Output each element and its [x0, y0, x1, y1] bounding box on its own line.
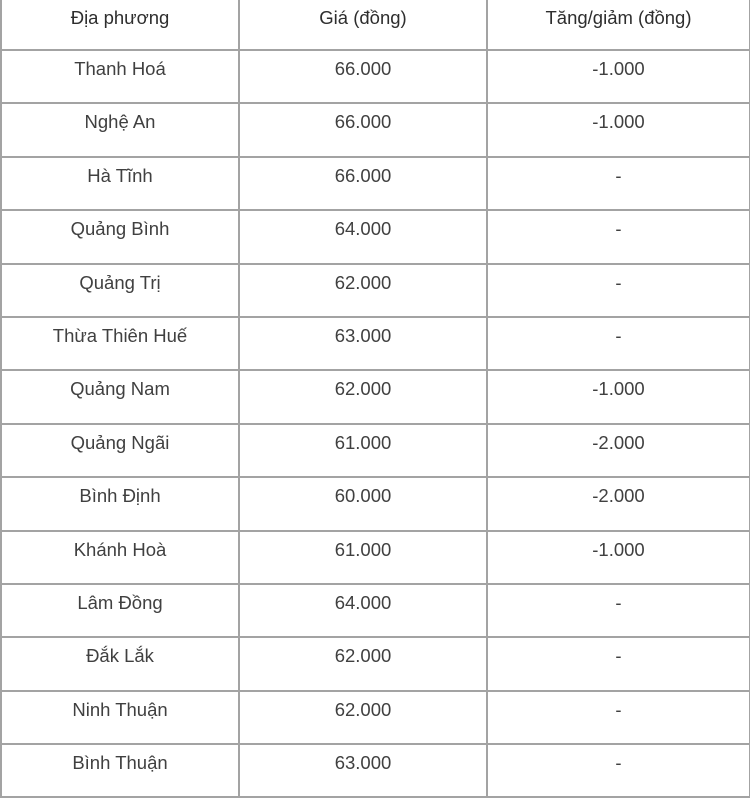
- table-row: [1, 637, 750, 690]
- table-row: [1, 477, 750, 530]
- cell-change: -1.000: [487, 531, 750, 584]
- column-header-change: Tăng/giảm (đồng): [487, 0, 750, 50]
- cell-region: Thanh Hoá: [1, 50, 239, 103]
- cell-price: 62.000: [239, 691, 487, 744]
- table-row: [1, 264, 750, 317]
- table-row: [1, 531, 750, 584]
- cell-region: Đắk Lắk: [1, 637, 239, 690]
- cell-change: -: [487, 157, 750, 210]
- cell-price: 61.000: [239, 531, 487, 584]
- cell-price: 66.000: [239, 157, 487, 210]
- table-header-row: [1, 0, 750, 50]
- table-row: [1, 157, 750, 210]
- cell-price: 63.000: [239, 317, 487, 370]
- table-row: [1, 370, 750, 423]
- cell-change: -: [487, 744, 750, 797]
- cell-change: -1.000: [487, 370, 750, 423]
- table-row: [1, 424, 750, 477]
- cell-region: Thừa Thiên Huế: [1, 317, 239, 370]
- cell-change: -2.000: [487, 477, 750, 530]
- cell-change: -: [487, 210, 750, 263]
- table-row: [1, 210, 750, 263]
- cell-price: 66.000: [239, 50, 487, 103]
- table-row: [1, 584, 750, 637]
- cell-price: 64.000: [239, 210, 487, 263]
- cell-change: -1.000: [487, 50, 750, 103]
- cell-price: 60.000: [239, 477, 487, 530]
- cell-price: 62.000: [239, 637, 487, 690]
- table-row: [1, 744, 750, 797]
- cell-change: -1.000: [487, 103, 750, 156]
- table-row: [1, 317, 750, 370]
- cell-change: -: [487, 264, 750, 317]
- cell-region: Bình Thuận: [1, 744, 239, 797]
- cell-price: 64.000: [239, 584, 487, 637]
- cell-region: Quảng Bình: [1, 210, 239, 263]
- cell-price: 61.000: [239, 424, 487, 477]
- cell-price: 63.000: [239, 744, 487, 797]
- table-row: [1, 50, 750, 103]
- cell-price: 62.000: [239, 264, 487, 317]
- cell-price: 66.000: [239, 103, 487, 156]
- cell-region: Quảng Ngãi: [1, 424, 239, 477]
- cell-region: Quảng Trị: [1, 264, 239, 317]
- cell-change: -: [487, 691, 750, 744]
- cell-change: -: [487, 637, 750, 690]
- cell-price: 62.000: [239, 370, 487, 423]
- cell-region: Ninh Thuận: [1, 691, 239, 744]
- cell-change: -2.000: [487, 424, 750, 477]
- cell-region: Khánh Hoà: [1, 531, 239, 584]
- cell-region: Hà Tĩnh: [1, 157, 239, 210]
- table-row: [1, 691, 750, 744]
- cell-region: Quảng Nam: [1, 370, 239, 423]
- cell-change: -: [487, 584, 750, 637]
- table-row: [1, 103, 750, 156]
- cell-region: Bình Định: [1, 477, 239, 530]
- column-header-region: Địa phương: [1, 0, 239, 50]
- cell-region: Lâm Đồng: [1, 584, 239, 637]
- column-header-price: Giá (đồng): [239, 0, 487, 50]
- cell-region: Nghệ An: [1, 103, 239, 156]
- cell-change: -: [487, 317, 750, 370]
